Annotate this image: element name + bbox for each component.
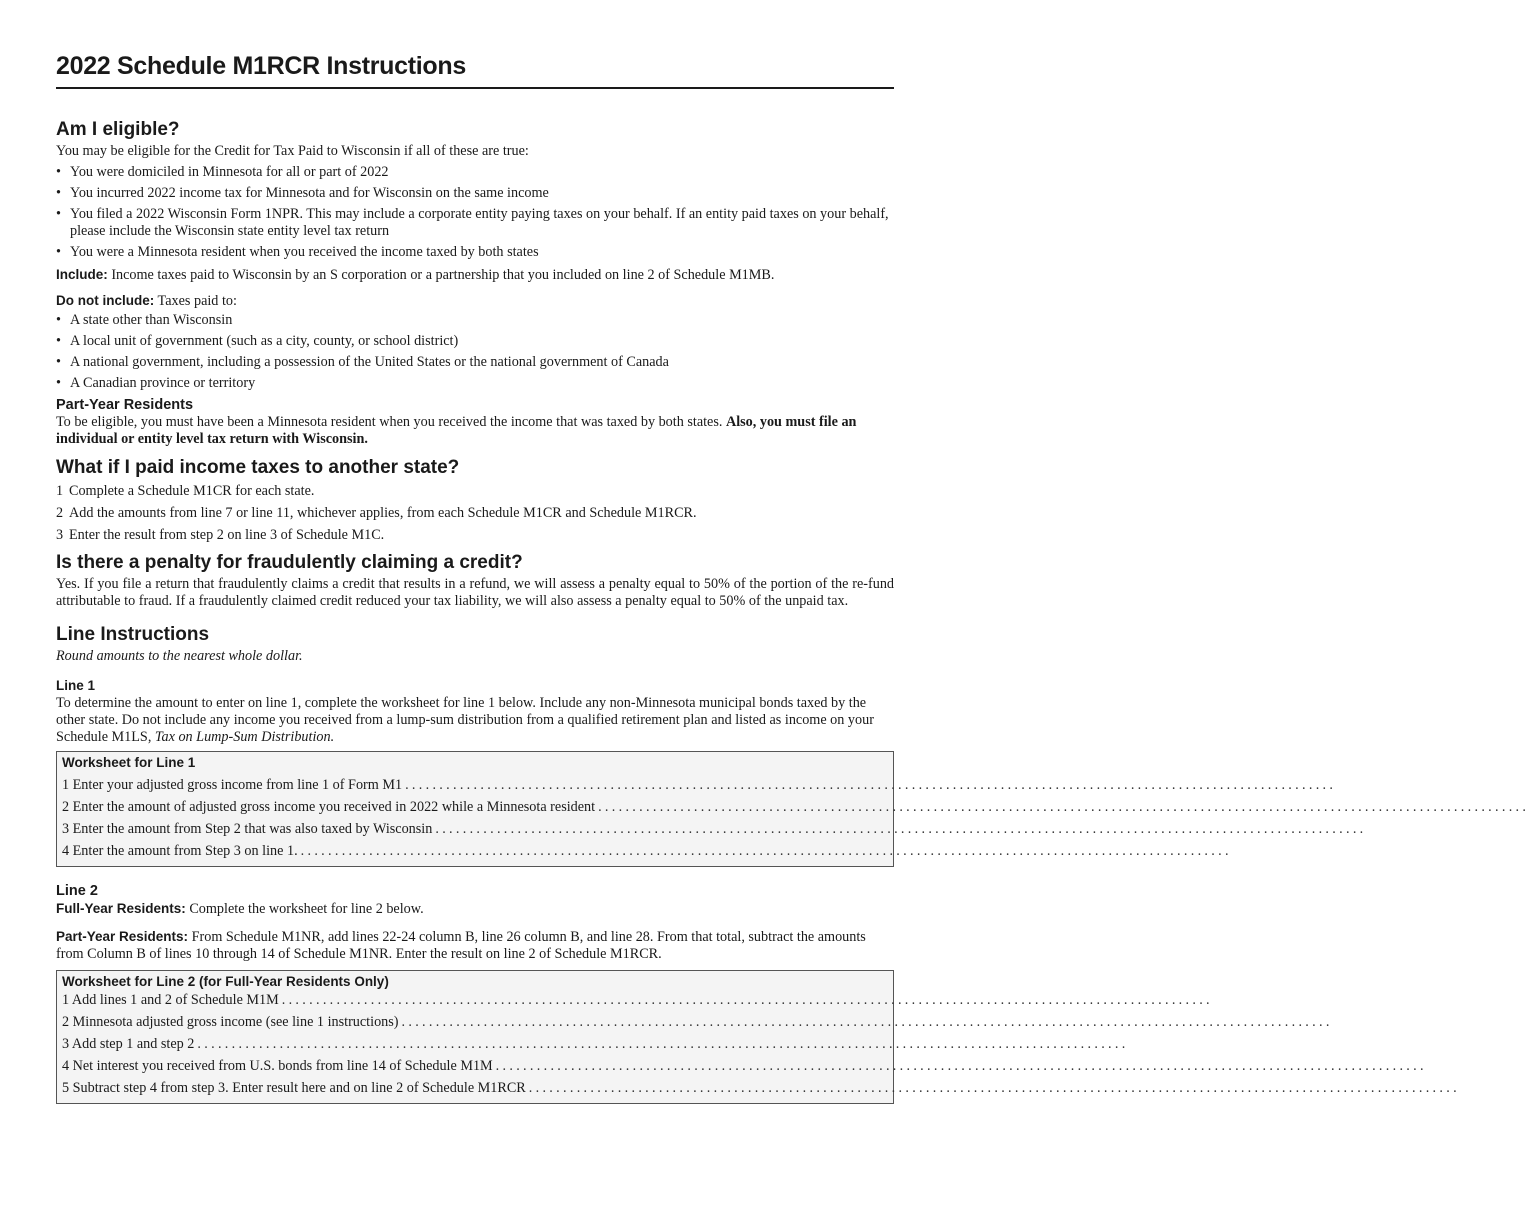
dot-leader: ........................................................................................................................................: [598, 799, 1529, 815]
list-item: [56, 527, 894, 544]
part-year-text: From Schedule M1NR, add lines 22-24 column B, line 26 column B, and line 28. From that total, subtract the amounts from Column B of lines 10 through 14 of Schedule M1NR. Enter the result on line 2 of Schedule M1RCR.: [56, 929, 866, 962]
dot-leader: ........................................................................................................................................: [300, 843, 1232, 859]
include-paragraph: [56, 266, 894, 284]
dot-leader: ........................................................................................................................................: [435, 821, 1367, 837]
donot-list: [56, 312, 894, 392]
round-note: Round amounts to the nearest whole dollar.: [56, 648, 303, 664]
worksheet-row: [62, 1031, 1129, 1053]
worksheet-row-label: 1 Add lines 1 and 2 of Schedule M1M: [62, 992, 279, 1008]
include-label: Include:: [56, 267, 108, 282]
list-item: [56, 505, 894, 522]
another-state-heading: What if I paid income taxes to another state?: [56, 457, 460, 478]
worksheet-row-label: 2 Enter the amount of adjusted gross income you received in 2022 while a Minnesota resident: [62, 799, 596, 815]
title-rule: [56, 87, 894, 89]
partyear-heading: Part-Year Residents: [56, 397, 194, 413]
worksheet-row: [62, 816, 1367, 838]
worksheet-row-label: 2 Minnesota adjusted gross income (see line 1 instructions): [62, 1014, 399, 1030]
penalty-text: Yes. If you file a return that fraudulently claims a credit that results in a refund, we will assess a penalty equal to 50% of the portion of the re-fund attributable to fraud. If a fraudulently claimed credit reduced your tax liability, we will also assess a penalty equal to 50% of the unpaid tax.: [56, 576, 894, 609]
line2-heading: Line 2: [56, 883, 98, 899]
dot-leader: ........................................................................................................................................: [281, 992, 1213, 1008]
worksheet-row: [62, 794, 1529, 816]
step-number: 2: [56, 505, 64, 521]
dot-leader: ........................................................................................................................................: [197, 1036, 1129, 1052]
worksheet-row: [62, 1053, 1427, 1075]
line2-full-paragraph: [56, 900, 894, 918]
full-year-text: Complete the worksheet for line 2 below.: [185, 901, 424, 917]
list-item: • A local unit of government (such as a city, county, or school district): [56, 333, 894, 350]
donot-paragraph: [56, 292, 894, 310]
worksheet-row-label: 4 Enter the amount from Step 3 on line 1.: [62, 843, 298, 859]
dot-leader: ........................................................................................................................................: [405, 777, 1337, 793]
list-item: • You were domiciled in Minnesota for all or part of 2022: [56, 164, 894, 181]
list-item: • A state other than Wisconsin: [56, 312, 894, 329]
partyear-paragraph: [56, 414, 894, 448]
eligible-list: [56, 164, 894, 261]
worksheet-row: [62, 772, 1337, 794]
dot-leader: ........................................................................................................................................: [401, 1014, 1333, 1030]
include-text: Income taxes paid to Wisconsin by an S corporation or a partnership that you included on line 2 of Schedule M1MB.: [107, 267, 775, 283]
eligible-heading: Am I eligible?: [56, 119, 180, 140]
content: [56, 117, 1529, 1104]
worksheet-row: [62, 1075, 1460, 1097]
worksheet-row: [62, 838, 1232, 860]
list-item: • You were a Minnesota resident when you received the income taxed by both states: [56, 244, 894, 261]
line1-text: To determine the amount to enter on line 1, complete the worksheet for line 1 below. Include any non-Minnesota municipal bonds taxed by the other state. Do not include any income you received from a lump-sum distribution from a qualified retirement plan and listed as income on your Schedule M1LS,: [56, 695, 874, 745]
step-number: 1: [56, 483, 64, 499]
worksheet-row-label: 3 Enter the amount from Step 2 that was also taxed by Wisconsin: [62, 821, 433, 837]
worksheet-row-label: 5 Subtract step 4 from step 3. Enter result here and on line 2 of Schedule M1RCR: [62, 1080, 526, 1096]
list-item: [56, 483, 894, 500]
worksheet-row: [62, 1009, 1333, 1031]
partyear-text: To be eligible, you must have been a Minnesota resident when you received the income that was taxed by both states.: [56, 414, 726, 430]
worksheet-line1: [56, 751, 1529, 867]
dot-leader: ........................................................................................................................................: [528, 1080, 1460, 1096]
list-item: • A Canadian province or territory: [56, 375, 894, 392]
worksheet-row-label: 3 Add step 1 and step 2: [62, 1036, 195, 1052]
full-year-label: Full-Year Residents:: [56, 901, 186, 916]
list-item: • You incurred 2022 income tax for Minnesota and for Wisconsin on the same income: [56, 185, 894, 202]
step-number: 3: [56, 527, 64, 543]
another-state-steps: [56, 483, 894, 544]
line1-heading: Line 1: [56, 678, 96, 693]
line-instructions-heading: Line Instructions: [56, 624, 210, 645]
list-item: • A national government, including a possession of the United States or the national government of Canada: [56, 354, 894, 371]
worksheet-row-label: 1 Enter your adjusted gross income from line 1 of Form M1: [62, 777, 403, 793]
partyear-bold-text: Also, you must file an individual or entity level tax return with Wisconsin.: [56, 414, 857, 447]
worksheet-title: Worksheet for Line 1: [62, 755, 196, 770]
step-text: Complete a Schedule M1CR for each state.: [69, 483, 315, 499]
worksheet-row: [62, 991, 1213, 1009]
line1-paragraph: [56, 695, 894, 746]
page-title: 2022 Schedule M1RCR Instructions: [56, 52, 466, 80]
step-text: Enter the result from step 2 on line 3 of Schedule M1C.: [69, 527, 385, 543]
line2-part-paragraph: [56, 928, 894, 963]
part-year-label: Part-Year Residents:: [56, 929, 189, 944]
penalty-heading: Is there a penalty for fraudulently claiming a credit?: [56, 552, 523, 573]
list-item: • You filed a 2022 Wisconsin Form 1NPR. This may include a corporate entity paying taxes on your behalf. If an entity paid taxes on your behalf, please include the Wisconsin state entity level tax return: [56, 206, 894, 240]
worksheet-line2: [56, 970, 1460, 1104]
donot-text: Taxes paid to:: [154, 293, 237, 309]
line1-text-italic: Tax on Lump-Sum Distribution.: [154, 729, 335, 745]
dot-leader: ........................................................................................................................................: [495, 1058, 1427, 1074]
donot-label: Do not include:: [56, 293, 155, 308]
worksheet-title: Worksheet for Line 2 (for Full-Year Residents Only): [62, 974, 389, 989]
worksheet-row-label: 4 Net interest you received from U.S. bonds from line 14 of Schedule M1M: [62, 1058, 493, 1074]
eligible-intro: You may be eligible for the Credit for Tax Paid to Wisconsin if all of these are true:: [56, 143, 529, 159]
step-text: Add the amounts from line 7 or line 11, whichever applies, from each Schedule M1CR and Schedule M1RCR.: [69, 505, 697, 521]
